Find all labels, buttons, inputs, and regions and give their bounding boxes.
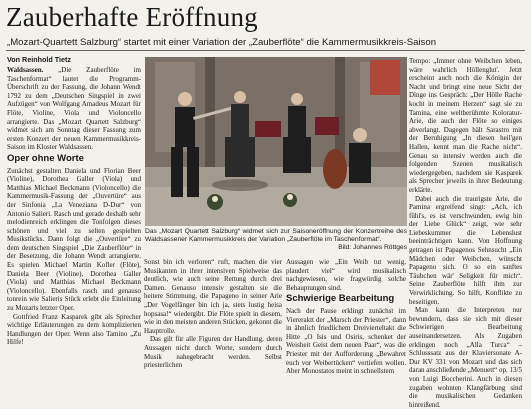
caption-text: Das „Mozart Quartett Salzburg“ widmet sich zur Saisoneröffnung der Konzertreihe des Waldsassener Kammermusikkreis der Variation „Zauberflöte im Taschenformat“.	[145, 228, 407, 243]
photo-caption	[145, 228, 407, 252]
photo-credit: Bild: Johannes Röttges	[338, 244, 407, 251]
column-3	[286, 258, 406, 376]
headline: Zauberhafte Eröffnung	[6, 2, 258, 32]
column-1	[7, 66, 141, 347]
lead-paragraph	[7, 66, 141, 152]
column-2	[144, 258, 282, 370]
paragraph: Man kann die Interpreten nur bewundern, dass sie sich mit dieser Schwierigen Bearbeitung auseinandersetzen. Als Zugaben erklingen noch „Alla Turca“ – Schlusssatz aus der Klaviersonate A-Dur KV 331 von Mozart und das sich daran anschließende „Menuett“ op. 13/5 von Luigi Boccherini. Auch in diesen zugaben wohnten Klangfärbung sind die musikalischen Gedanken hinreißend.	[409, 306, 522, 409]
concert-photo	[145, 57, 407, 226]
subhead-schwierige-bearbeitung: Schwierige Bearbeitung	[286, 293, 395, 305]
paragraph: Nach der Pause erklingt zunächst im Viereraktt der „Marsch der Priester“, dann in ähnlich friedlichem Dreivierteltakt die Hitte „O Isis und Osiris, schenket der Weisheit Geist dem neuen Paar“, was die Priester mit der Aufforderung „Bewahret euch vor Weibertücken“ vertiefen wollen. Aber Monostatos meint in schnellstem	[286, 306, 406, 376]
paragraph: Zunächst gestalten Daniela und Florian Beer (Violine), Dorothea Galler (Viola) und Matthias Michael Beckmann (Violoncello) die Kammermusik-Fassung der „Ouvertüre“ aus der Sinfonia „La Veneziana D-Dur“ von Antonio Salieri. Rasch und gerade deshalb sehr melodienreich erklingen die Tonfolgen dieses schönen und viel zu selten gespielten Musikstücks. Dann folgt die „Ouvertüre“ zu dem deutschen Singspiel „Die Zauberflöte“ in der Besetzung, die Johann Wendt arrangierte. Es spielen Michael Martin Kofler (Flöte), Daniela Beer (Violine), Dorothea Galler (Viola) und Matthias Michael Beckmann (Violoncello). Ebenfalls rasch und genauso tonrein wie Salieris Stück erlebt die Einleitung zu Mozarts letzter Oper.	[7, 166, 141, 313]
paragraph: Tempo: „Immer ohne Weibchen leben, wäre wahrlich Höllengluť. Jetzt erscheint auch noch die Königin der Nacht und bringt eine neue Sicht der Dinge ins Gespräch: „Der Hölle Rache kocht in meinem Herzen“ sagt sie zu Tamina, eine weltberühmte Koloratur-Arie, die auch der Flöte so einiges abverlangt. Dagegen hält Sarastro mit der Beruhigung „In diesen heil'gen Hallen, kennt man die Rache nicht“. Genau so intensiv werden auch die folgenden Szenen musikalisch wiedergegeben, nachdem sie Kasparek als Sprecher jeweils in ihrer Bedeutung erklärte.	[409, 57, 522, 194]
dateline: Waldsassen.	[7, 66, 44, 74]
paragraph: Das gilt für alle Figuren der Handlung, deren Aussagen nicht durch Worte, sondern durch Musik nahegebracht werden. Selbst priesterlichen	[144, 335, 282, 370]
header-rule	[6, 50, 525, 51]
paragraph: Dabei auch die traurigste Arie, die Pamina ergreifend singt: „Ach, ich fühl's, es ist verschwunden, ewig hin der Liebe Glück“ zeigt, wie sehr Liebeskummer die Lebenslust beeinträchtigen kann. Von Hoffnung getragen ist Papagenos Sehnsucht „Ein Mädchen oder Weibchen, wünscht Papageno sich. O so ein sanftes Täubchen wär' Seligkeit für mich“. Seine Zauberflöte hilft ihm zur Verwirklichung. So hilft, Konflikte zu beseitigen.	[409, 194, 522, 306]
subhead-oper-ohne-worte: Oper ohne Worte	[7, 152, 84, 164]
paragraph: Aussagen wie „Ein Weib tut wenig, plaudert viel“ wird musikalisch nachgewiesen, wie fragwürdig solche Behauptungen sind.	[286, 258, 406, 292]
column-4	[409, 57, 522, 409]
paragraph: Sonst bin ich verloren“ ruft, machen die vier Musikanten in ihrer intensiven Spielweise das deutlich, wie auch seine Rettung durch drei Damen. Genauso intensiv gestalten sie die heitere Stimmung, die Papageno in seiner Arie „Der Vogelfänger bin ich ja, stets lustig heisa hopsasa!“ wiedergibt. Die Flöte spielt in diesem, wie in den meisten anderen Stücken, gekonnt die Hauptrolle.	[144, 258, 282, 335]
paragraph: Gottfried Franz Kasparek gibt als Sprecher wichtige Erläuterungen zu dem komplizierten Handlungen der Oper. Wenn also Tamino „Zu Hilfe!	[7, 312, 141, 347]
byline: Von Reinhold Tietz	[7, 55, 72, 64]
lead-text: „Die Zauberflöte im Taschenformat“ lautet die Programm-Überschrift zu der Fassung, die Johann Wendt 1792 zu dem „Deutschen Singspiel in zwei Aufzügen“ von Wolfgang Amadeus Mozart für Flöte, Violine, Viola und Violoncello arrangierte. Das „Mozart Quartett Salzburg“ widmet sich am Sonntag dieser Fassung zum ersten Konzert der neuen Kammermusikkreis-Saison im Kloster Waldsassen.	[7, 66, 141, 152]
subheadline: „Mozart-Quartett Salzburg“ startet mit einer Variation der „Zauberflöte“ die Kammermusikkreis-Saison	[7, 37, 437, 48]
concert-photo-illustration	[145, 57, 407, 226]
